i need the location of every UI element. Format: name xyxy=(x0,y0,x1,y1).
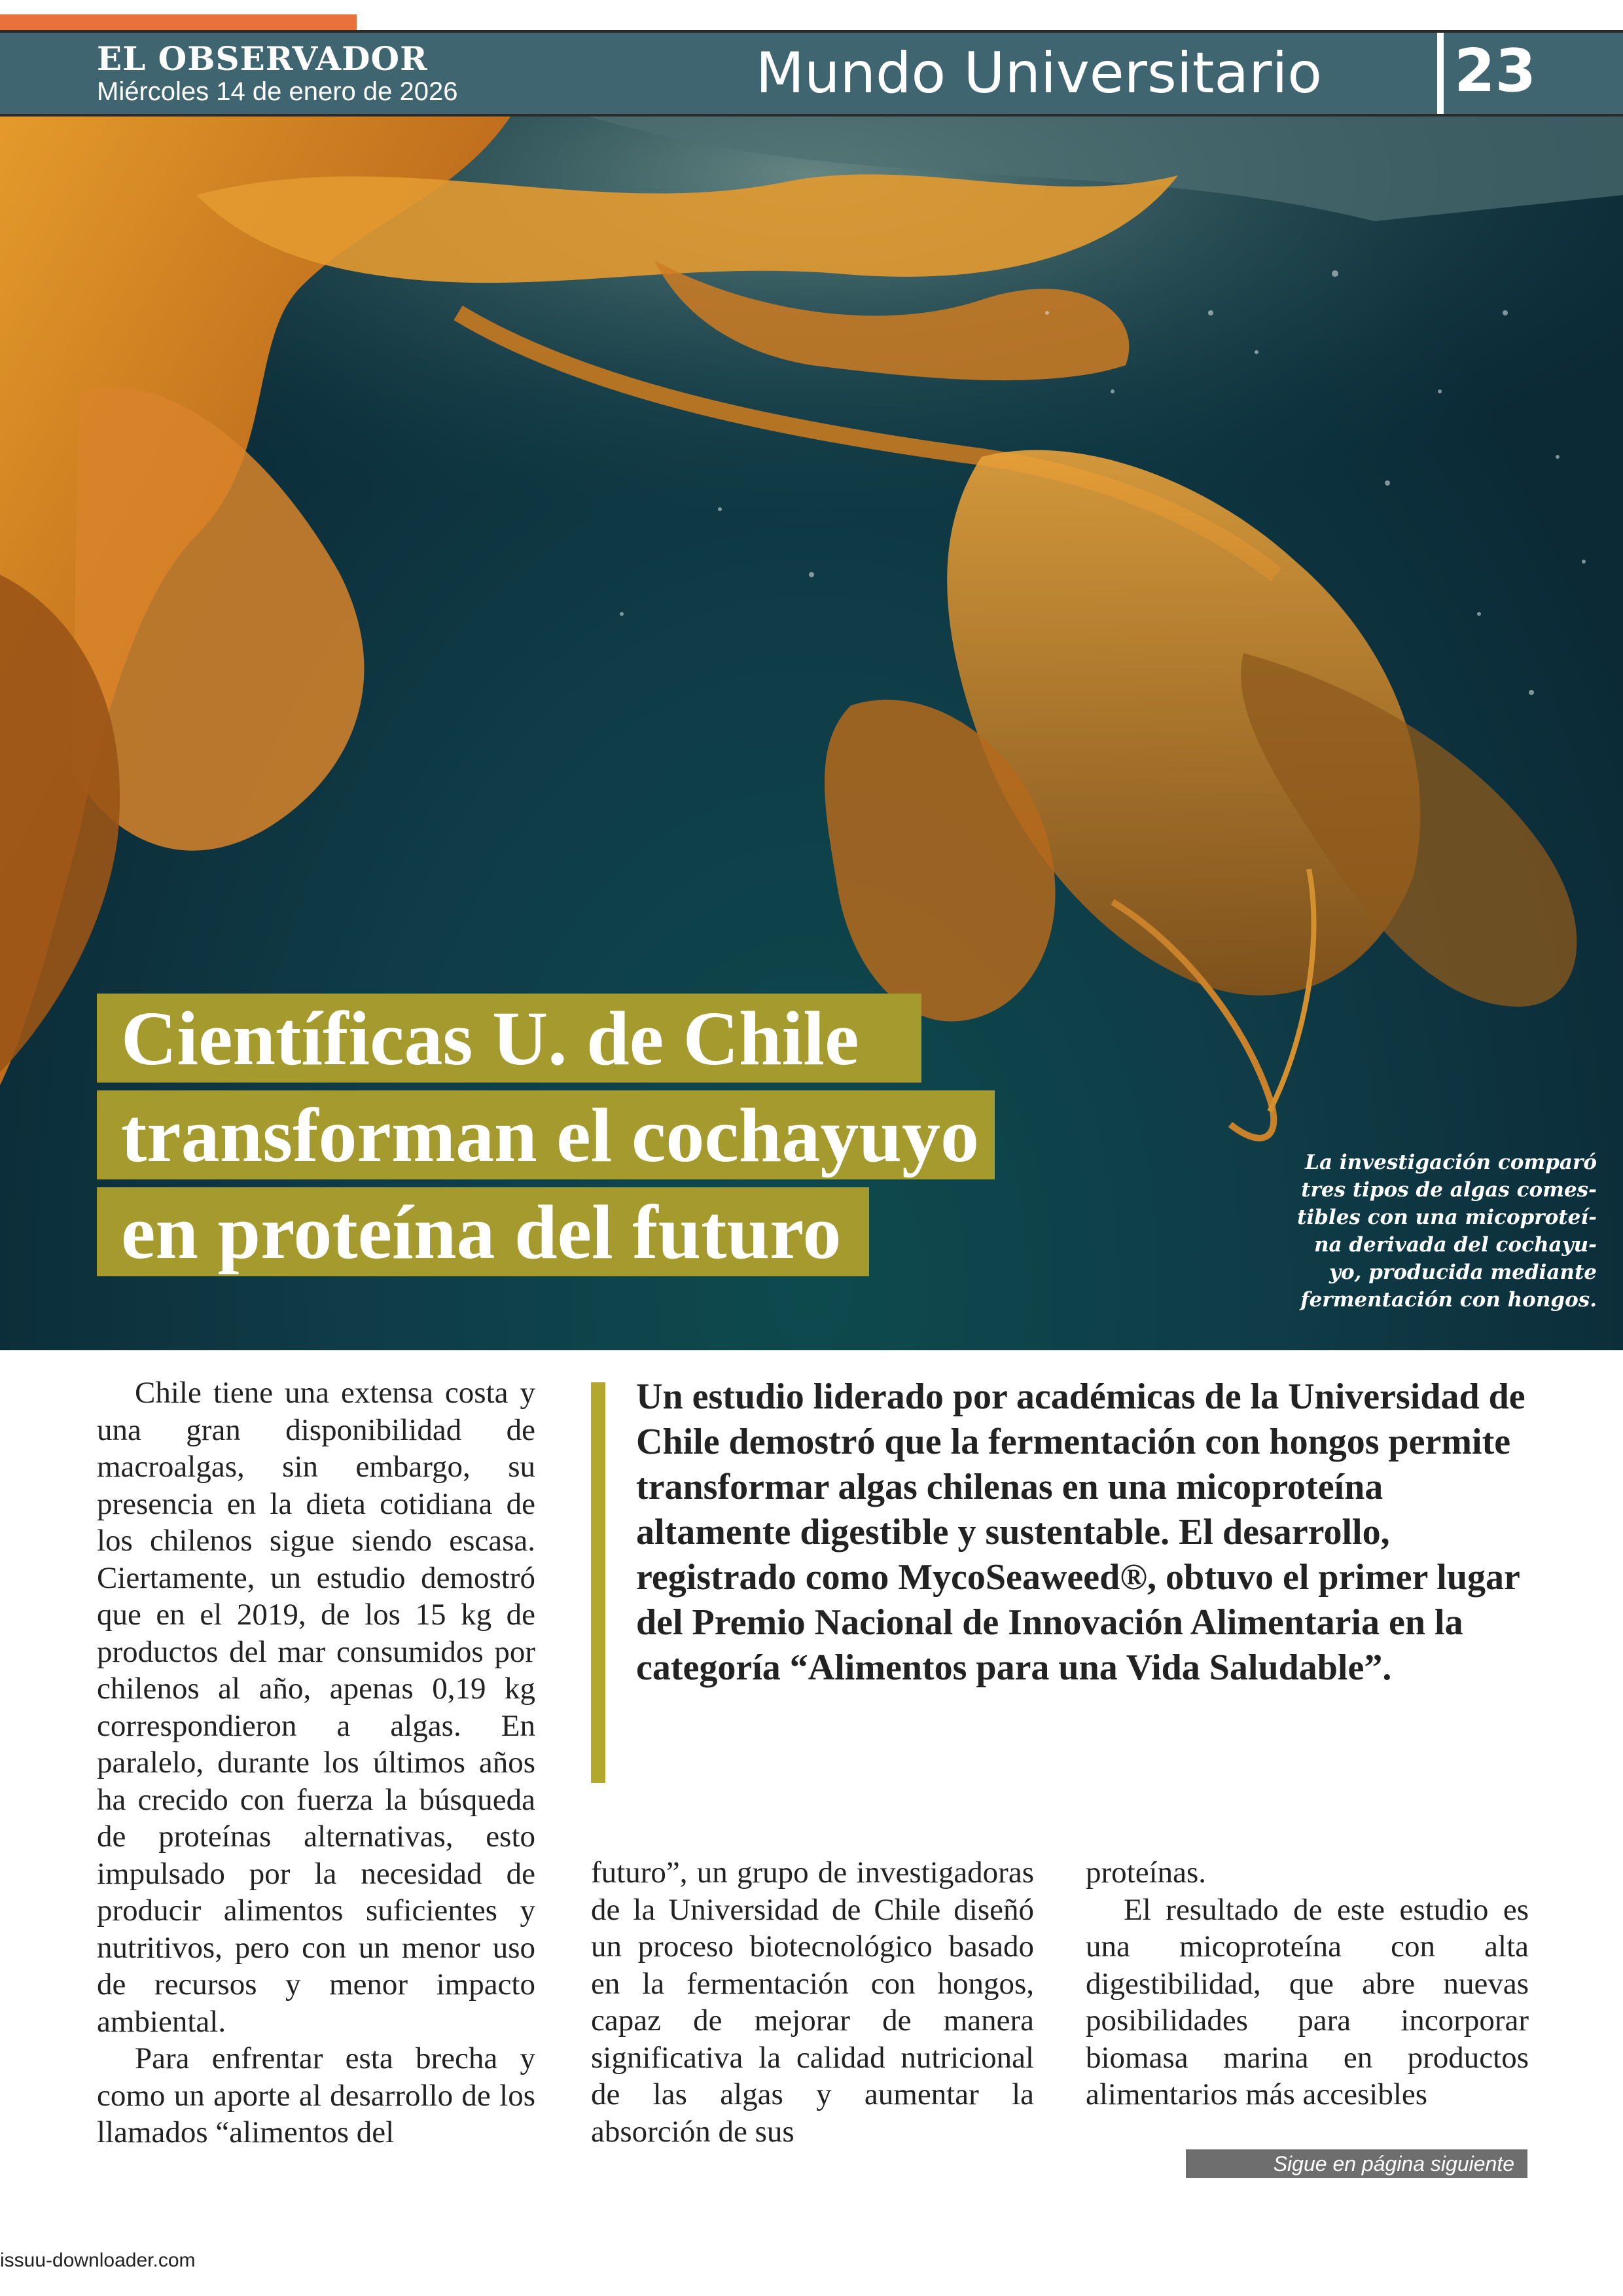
page-number: 23 xyxy=(1454,37,1537,105)
caption-line: fermentación con hongos. xyxy=(1300,1288,1597,1312)
body-column-3 xyxy=(1086,1854,1529,2113)
caption-line: na derivada del cochayu- xyxy=(1313,1233,1597,1257)
body-column-1 xyxy=(97,1374,535,2151)
newspaper-name: EL OBSERVADOR xyxy=(97,39,428,78)
caption-line: tibles con una micoproteí- xyxy=(1297,1206,1597,1229)
header-accent-bar xyxy=(0,14,357,30)
body-paragraph: Chile tiene una extensa costa y una gran disponibilidad de macroalgas, sin embargo, su presencia en la dieta cotidiana de los chilenos sigue siendo escasa. Ciertamente, un estudio demostró que en el 2019, de los 15 kg de productos del mar consumidos por chilenos al año, apenas 0,19 kg correspondieron a algas. En paralelo, durante los últimos años ha crecido con fuerza la búsqueda de proteínas alternativas, esto impulsado por la necesidad de producir alimentos suficientes y nutritivos, pero con un menor uso de recursos y menor impacto ambiental. xyxy=(97,1376,535,2039)
caption-line: La investigación comparó xyxy=(1305,1151,1597,1174)
lead-accent-bar xyxy=(591,1382,605,1783)
body-paragraph: futuro”, un grupo de investigadoras de la Universidad de Chile diseñó un proceso biotecnológico basado en la fermentación con hongos, capaz de mejorar de manera significativa la calidad nutricional de las algas y aumentar la absorción de sus xyxy=(591,1856,1034,2149)
headline-line-3: en proteína del futuro xyxy=(121,1189,842,1275)
caption-line: yo, producida mediante xyxy=(1329,1261,1597,1284)
header-divider xyxy=(1437,33,1444,114)
photo-caption xyxy=(1289,1149,1597,1314)
section-title: Mundo Universitario xyxy=(755,41,1322,106)
issue-date: Miércoles 14 de enero de 2026 xyxy=(97,77,458,106)
page-header xyxy=(0,30,1623,117)
body-paragraph: Para enfrentar esta brecha y como un aporte al desarrollo de los llamados “alimentos del xyxy=(97,2041,535,2149)
continue-on-next-page-label: Sigue en página siguiente xyxy=(1186,2149,1527,2178)
body-column-2 xyxy=(591,1854,1034,2150)
body-paragraph: proteínas. xyxy=(1086,1856,1207,1890)
headline-line-2: transforman el cochayuyo xyxy=(121,1092,979,1178)
headline-line-1: Científicas U. de Chile xyxy=(121,996,859,1081)
caption-line: tres tipos de algas comes- xyxy=(1301,1178,1597,1202)
body-paragraph: El resultado de este estudio es una micoproteína con alta digestibilidad, que abre nuevas posibilidades para incorporar biomasa marina en productos alimentarios más accesibles xyxy=(1086,1892,1529,2111)
lead-paragraph: Un estudio liderado por académicas de la Universidad de Chile demostró que la fermentación con hongos permite transformar algas chilenas en una micoproteína altamente digestible y sustentable. El desarrollo, registrado como MycoSeaweed®, obtuvo el primer lugar del Premio Nacional de Innovación Alimentaria en la categoría “Alimentos para una Vida Saludable”. xyxy=(636,1376,1525,1688)
watermark: issuu-downloader.com xyxy=(0,2250,196,2271)
